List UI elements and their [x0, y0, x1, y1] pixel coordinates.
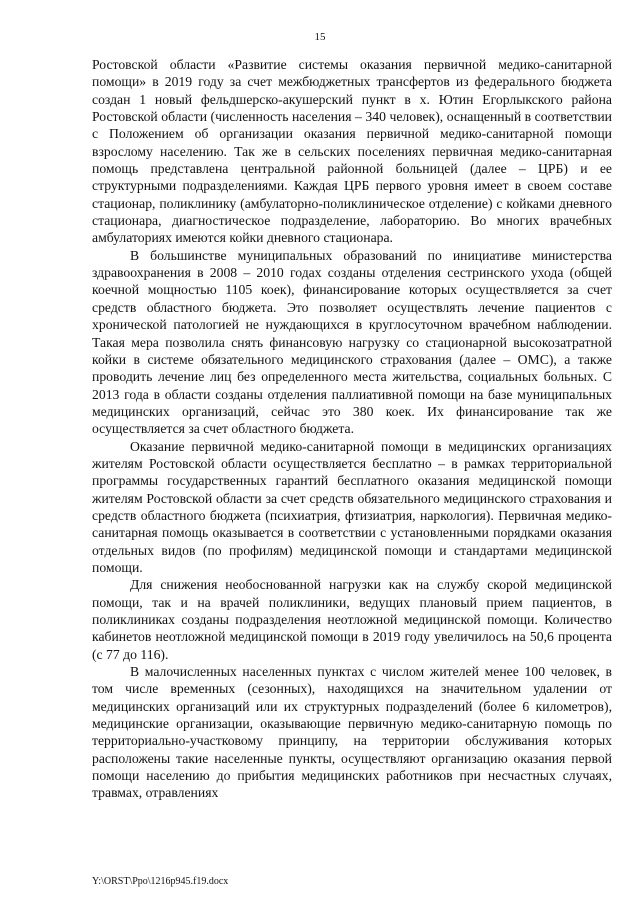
paragraph-1: Ростовской области «Развитие системы оказания первичной медико-санитарной помощи» в 2019 году за счет межбюджетных трансфертов из федерального бюджета создан 1 новый фельдшерско-акушерский пункт в х. Ютин Егорлыкского района Ростовской области (численность населения – 340 человек), оснащенный в соответствии с Положением об организации оказания первичной медико-санитарной помощи взрослому населению. Так же в сельских поселениях первичная медико-санитарная помощь представлена центральной районной больницей (далее – ЦРБ) и ее структурными подразделениями. Каждая ЦРБ первого уровня имеет в своем составе стационар, поликлинику (амбулаторно-поликлиническое отделение) с койками дневного стационара, диагностическое подразделение, лабораторию. Во многих врачебных амбулаториях имеются койки дневного стационара.	[92, 57, 612, 246]
paragraph-4: Для снижения необоснованной нагрузки как на службу скорой медицинской помощи, так и на врачей поликлиники, ведущих плановый прием пациентов, в поликлиниках созданы подразделения неотложной медицинской помощи. Количество кабинетов неотложной медицинской помощи в 2019 году увеличилось на 50,6 процента (с 77 до 116).	[92, 577, 612, 662]
paragraph-5: В малочисленных населенных пунктах с числом жителей менее 100 человек, в том числе временных (сезонных), находящихся на значительном удалении от медицинских организаций или их структурных подразделений (более 6 километров), медицинские организации, оказывающие первичную медико-санитарную помощь по территориально-участковому принципу, на территории обслуживания которых расположены такие населенные пункты, осуществляют организацию оказания первой помощи населению до прибытия медицинских работников при несчастных случаях, травмах, отравлениях	[92, 664, 612, 801]
paragraph-3: Оказание первичной медико-санитарной помощи в медицинских организациях жителям Ростовской области осуществляется бесплатно – в рамках территориальной программы государственных гарантий бесплатного оказания медицинской помощи жителям Ростовской области за счет средств обязательного медицинского страхования и средств областного бюджета (психиатрия, фтизиатрия, наркология). Первичная медико-санитарная помощь оказывается в соответствии с установленными порядками оказания отдельных видов (по профилям) медицинской помощи и стандартами медицинской помощи.	[92, 438, 612, 575]
paragraph-2: В большинстве муниципальных образований по инициативе министерства здравоохранения в 2008 – 2010 годах созданы отделения сестринского ухода (общей коечной мощностью 1105 коек), финансирование которых осуществляется за счет средств областного бюджета. Это позволяет осуществлять лечение пациентов с хронической патологией не нуждающихся в круглосуточном врачебном наблюдении. Такая мера позволила снять финансовую нагрузку со стационарной высокозатратной койки в системе обязательного медицинского страхования (далее – ОМС), а также проводить лечение лиц без определенного места жительства, социальных больных. С 2013 года в области созданы отделения паллиативной помощи на базе муниципальных медицинских организаций, сейчас это 380 коек. Их финансирование так же осуществляется за счет областного бюджета.	[92, 247, 612, 437]
file-path-footer: Y:\ORST\Ppo\1216p945.f19.docx	[92, 876, 229, 887]
body-text	[92, 56, 612, 802]
page-number: 15	[314, 31, 326, 43]
